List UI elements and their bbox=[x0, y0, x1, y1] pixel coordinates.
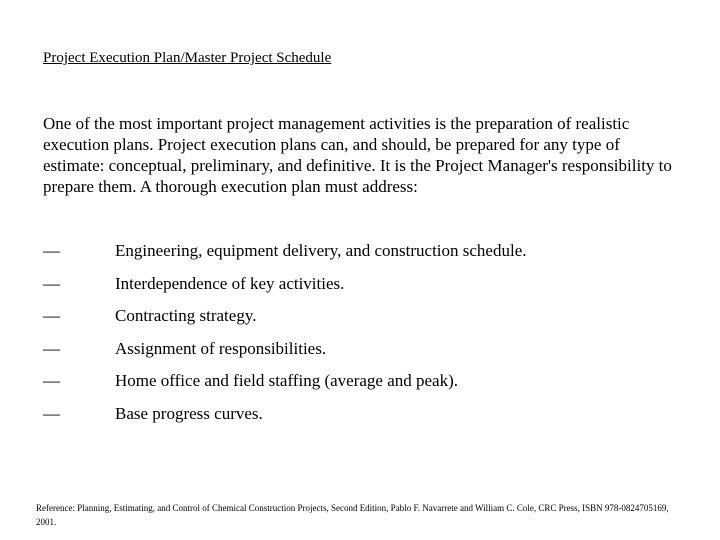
reference-citation: Reference: Planning, Estimating, and Control of Chemical Construction Projects, Second Edition, Pablo F. Navarrete and William C. Cole, CRC Press, ISBN 978-0824705169, 2001. bbox=[36, 503, 669, 527]
list-item-text: Base progress curves. bbox=[115, 403, 263, 423]
list-item-text: Engineering, equipment delivery, and construction schedule. bbox=[115, 241, 527, 260]
list-item bbox=[43, 403, 527, 436]
dash-marker: — bbox=[43, 241, 60, 260]
page-title: Project Execution Plan/Master Project Schedule bbox=[43, 50, 332, 66]
dash-marker: — bbox=[43, 338, 60, 358]
list-item bbox=[43, 370, 527, 403]
dash-marker: — bbox=[43, 403, 60, 423]
intro-paragraph: One of the most important project management activities is the preparation of realistic execution plans. Project execution plans can, and should, be prepared for any type of estimate: conceptual, preliminary, and definitive. It is the Project Manager's responsibility to prepare them. A thorough execution plan must address: bbox=[43, 114, 672, 196]
list-item-text: Assignment of responsibilities. bbox=[115, 338, 327, 358]
list-item bbox=[43, 273, 527, 306]
list-item bbox=[43, 240, 527, 273]
list-item bbox=[43, 338, 527, 371]
list-item-text: Home office and field staffing (average and peak). bbox=[115, 371, 458, 390]
list-item-text: Interdependence of key activities. bbox=[115, 273, 345, 293]
dash-marker: — bbox=[43, 306, 60, 325]
dash-marker: — bbox=[43, 273, 60, 293]
list-item bbox=[43, 305, 527, 338]
list-item-text: Contracting strategy. bbox=[115, 306, 257, 325]
dash-marker: — bbox=[43, 371, 60, 390]
requirements-list bbox=[43, 240, 527, 435]
